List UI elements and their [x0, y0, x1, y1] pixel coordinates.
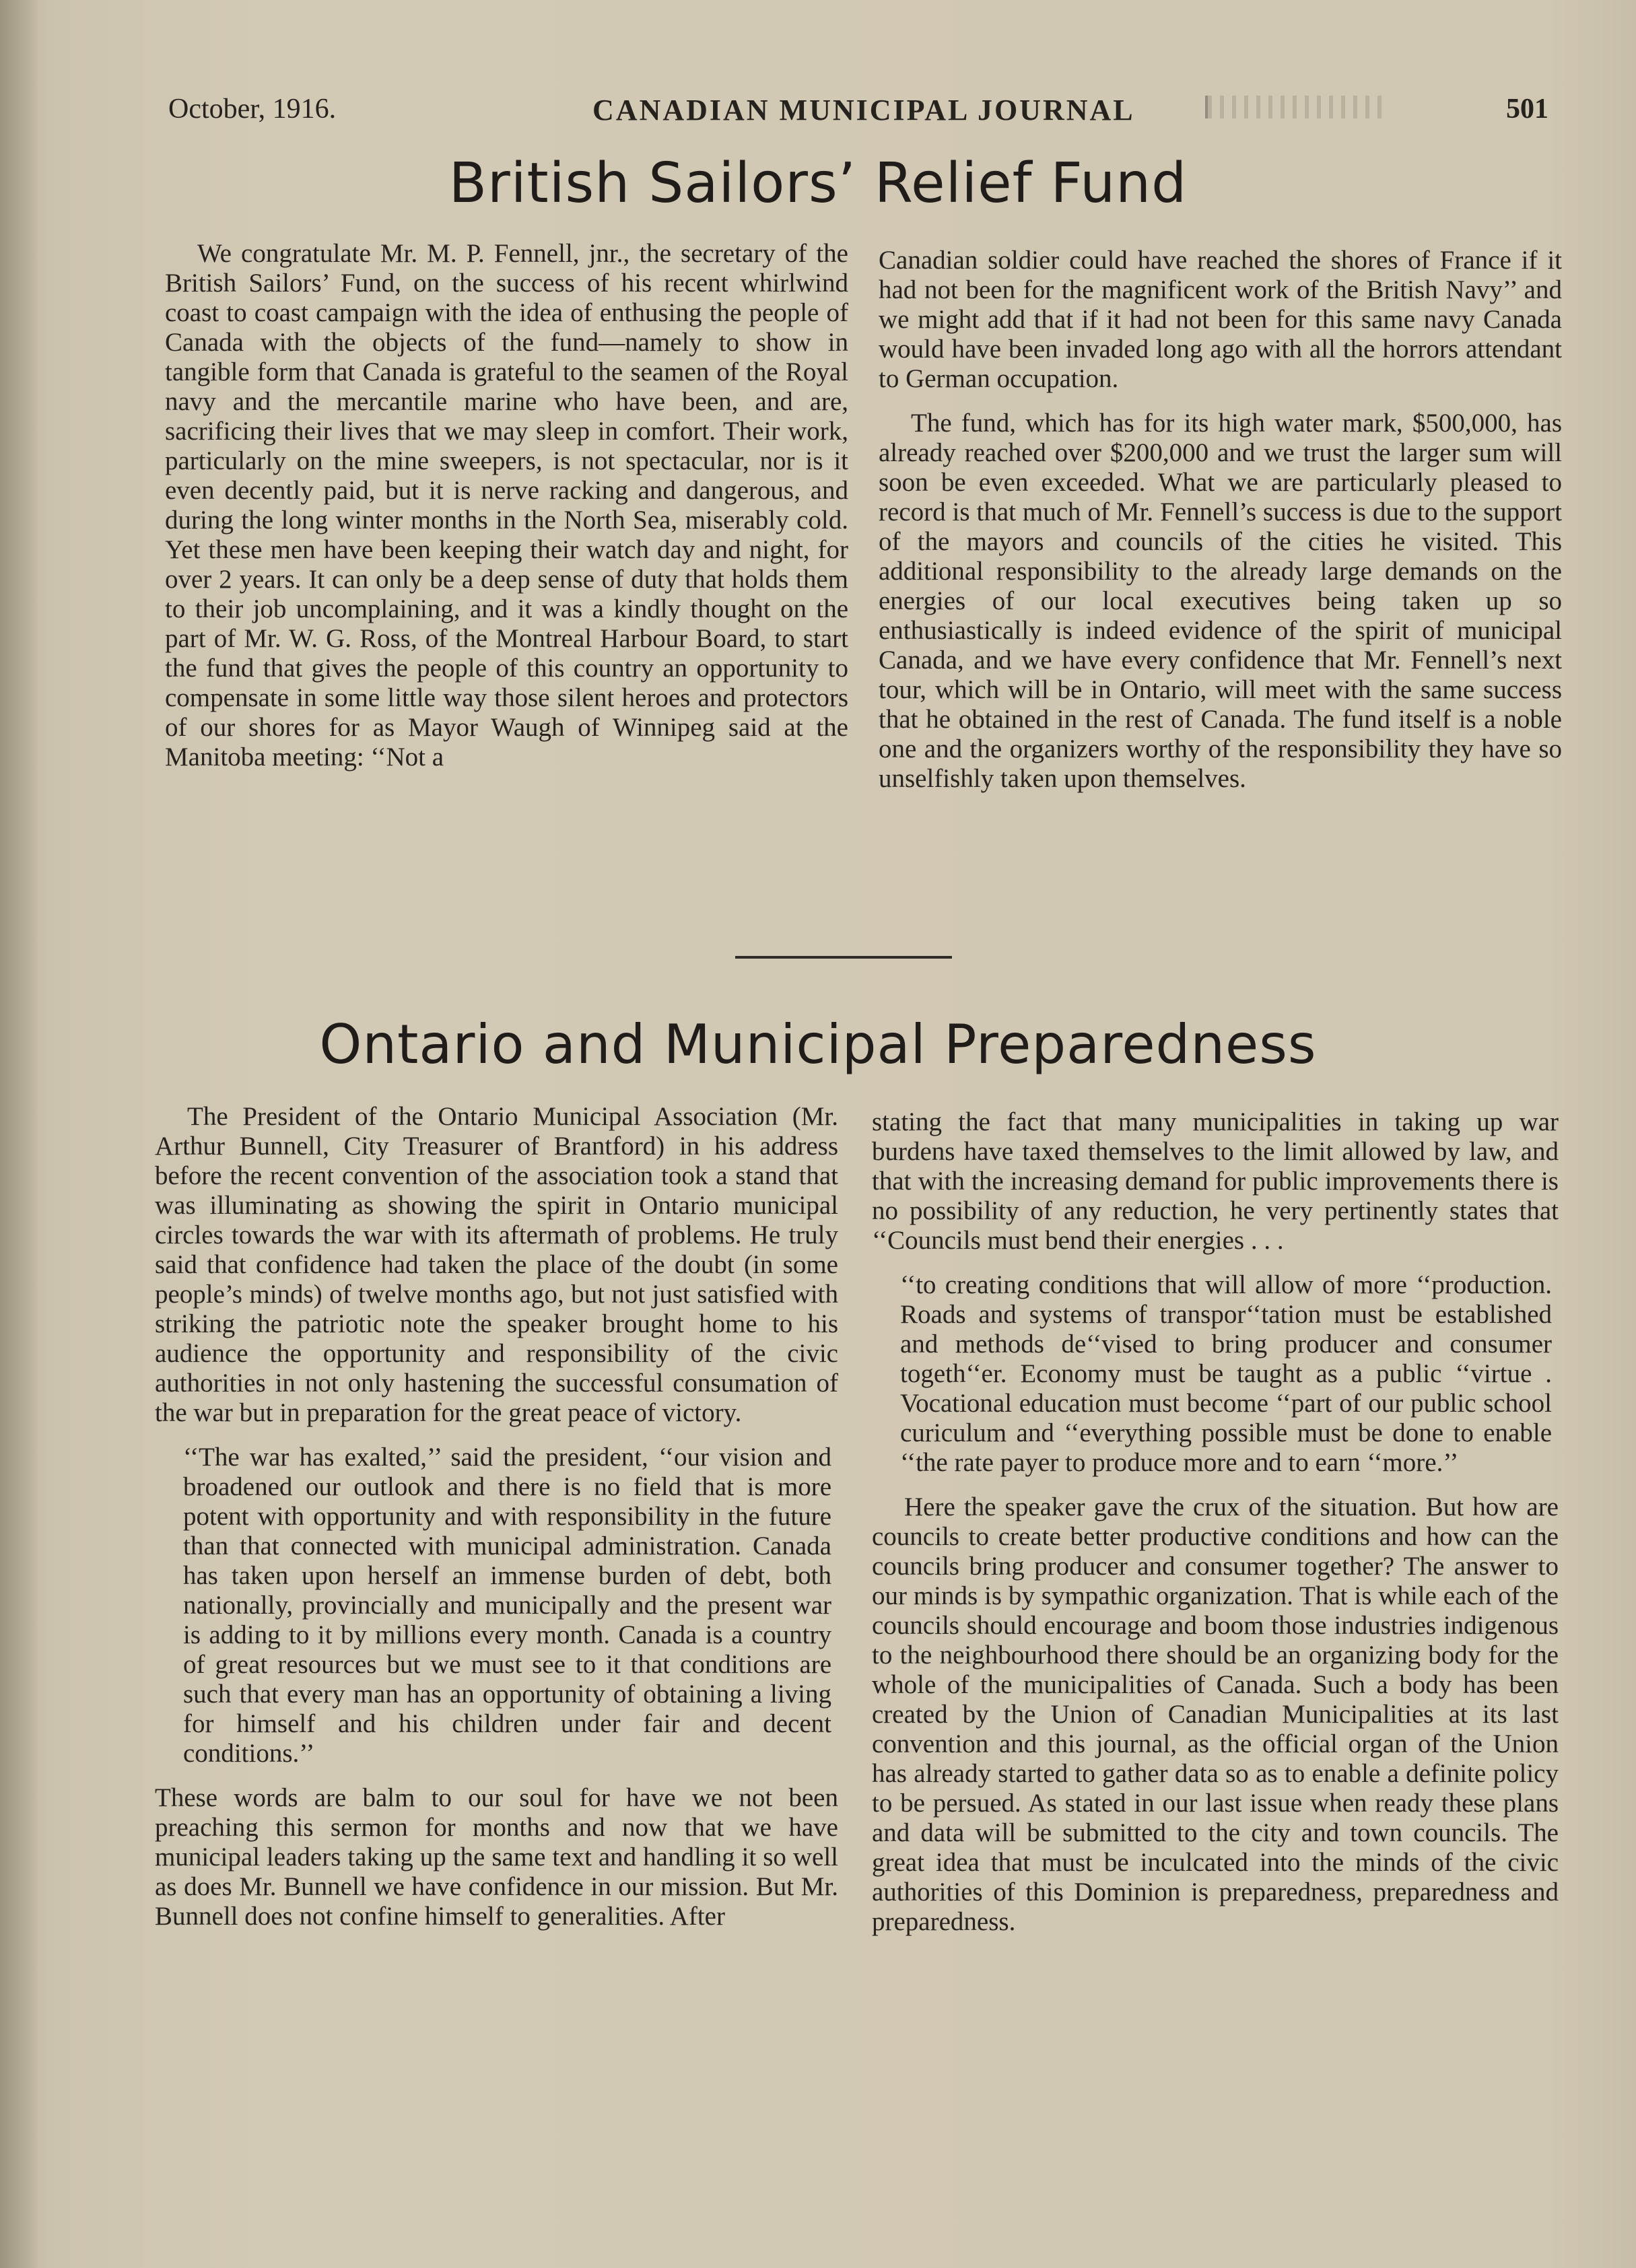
article-title-british-sailors: British Sailors’ Relief Fund: [448, 151, 1188, 215]
article2-councils-quote: ‘‘to creating conditions that will allow of more ‘‘production. Roads and systems of transpor‘‘tation must be established and methods de‘‘vised to bring producer and consumer togeth‘‘er. Economy must be taught as a public ‘‘virtue . Vocational education must become ‘‘part of our public school curiculum and ‘‘everything possible must be done to enable ‘‘the rate payer to produce more and to earn ‘‘more.’’: [900, 1270, 1552, 1477]
running-head: [168, 88, 1548, 135]
article-title-ontario-preparedness: Ontario and Municipal Preparedness: [319, 1013, 1317, 1076]
faded-stamp-mark: [1205, 96, 1383, 118]
article1-paragraph-continued: Canadian soldier could have reached the shores of France if it had not been for the magnificent work of the British Navy’’ and we might add that if it had not been for this same navy Canada would have been invaded long ago with all the horrors attendant to German occupation.: [879, 246, 1562, 393]
article2-left-column: [155, 1102, 838, 1946]
article1-paragraph: We congratulate Mr. M. P. Fennell, jnr., the secretary of the British Sailors’ Fund, on the success of his recent whirlwind coast to coast campaign with the idea of enthusing the people of Canada with the objects of the fund—namely to show in tangible form that Canada is grateful to the seamen of the Royal navy and the mercantile marine who have been, and are, sacrificing their lives that we may sleep in comfort. Their work, particularly on the mine sweepers, is not spectacular, nor is it even decently paid, but it is nerve racking and dangerous, and during the long winter months in the North Sea, miserably cold. Yet these men have been keeping their watch day and night, for over 2 years. It can only be a deep sense of duty that holds them to their job uncomplaining, and it was a kindly thought on the part of Mr. W. G. Ross, of the Montreal Harbour Board, to start the fund that gives the people of this country an opportunity to compensate in some little way those silent heroes and protectors of our shores for as Mayor Waugh of Winnipeg said at the Manitoba meeting: ‘‘Not a: [165, 239, 848, 771]
page-number: 501: [1506, 94, 1548, 125]
article1-paragraph: The fund, which has for its high water mark, $500,000, has already reached over $200,000 and we trust the larger sum will soon be even exceeded. What we are particularly pleased to record is that much of Mr. Fennell’s success is due to the support of the mayors and councils of the cities he visited. This additional responsibility to the already large demands on the energies of our local executives being taken up so enthusiastically is indeed evidence of the spirit of municipal Canada, and we have every confidence that Mr. Fennell’s next tour, which will be in Ontario, will meet with the same success that he obtained in the rest of Canada. The fund itself is a noble one and the organizers worthy of the responsibility they have so unselfishly taken upon themselves.: [879, 409, 1562, 793]
article1-right-column: [879, 246, 1562, 809]
journal-name: CANADIAN MUNICIPAL JOURNAL: [592, 94, 1135, 127]
article2-paragraph: These words are balm to our soul for have we not been preaching this sermon for months and now that we have municipal leaders taking up the same text and handling it so well as does Mr. Bunnell we have confidence in our mission. But Mr. Bunnell does not confine himself to generalities. After: [155, 1783, 838, 1931]
issue-date: October, 1916.: [168, 94, 337, 125]
article2-paragraph-continued: stating the fact that many municipalities in taking up war burdens have taxed themselves to the limit allowed by law, and that with the increasing demand for public improvements there is no possibility of any reduction, he very pertinently states that ‘‘Councils must bend their energies . . .: [872, 1107, 1559, 1255]
page-binding-shadow: [0, 0, 39, 2268]
article1-left-column: [165, 239, 848, 787]
section-divider: [735, 956, 952, 959]
article2-paragraph: The President of the Ontario Municipal Association (Mr. Arthur Bunnell, City Treasurer of Brantford) in his address before the recent convention of the association took a stand that was illuminating as showing the spirit in Ontario municipal circles towards the war with its aftermath of problems. He truly said that confidence had taken the place of the doubt (in some people’s minds) of twelve months ago, but not just satisfied with striking the patriotic note the speaker brought home to his audience the opportunity and responsibility of the civic authorities in not only hastening the successful consumation of the war but in preparation for the great peace of victory.: [155, 1102, 838, 1427]
article2-president-quote: ‘‘The war has exalted,’’ said the president, ‘‘our vision and broadened our outlook and there is no field that is more potent with opportunity and with responsibility in the future than that connected with municipal administration. Canada has taken upon herself an immense burden of debt, both nationally, provincially and municipally and the present war is adding to it by millions every month. Canada is a country of great resources but we must see to it that conditions are such that every man has an opportunity of obtaining a living for himself and his children under fair and decent conditions.’’: [183, 1443, 831, 1768]
article2-paragraph: Here the speaker gave the crux of the situation. But how are councils to create better productive conditions and how can the councils bring producer and consumer together? The answer to our minds is by sympathic organization. That is while each of the councils should encourage and boom those industries indigenous to the neighbourhood there should be an organizing body for the whole of the municipalities of Canada. Such a body has been created by the Union of Canadian Municipalities at its last convention and this journal, as the official organ of the Union has already started to gather data so as to enable a definite policy to be persued. As stated in our last issue when ready these plans and data will be submitted to the city and town councils. The great idea that must be inculcated into the minds of the civic authorities of this Dominion is preparedness, preparedness and preparedness.: [872, 1492, 1559, 1936]
article2-right-column: [872, 1107, 1559, 1952]
